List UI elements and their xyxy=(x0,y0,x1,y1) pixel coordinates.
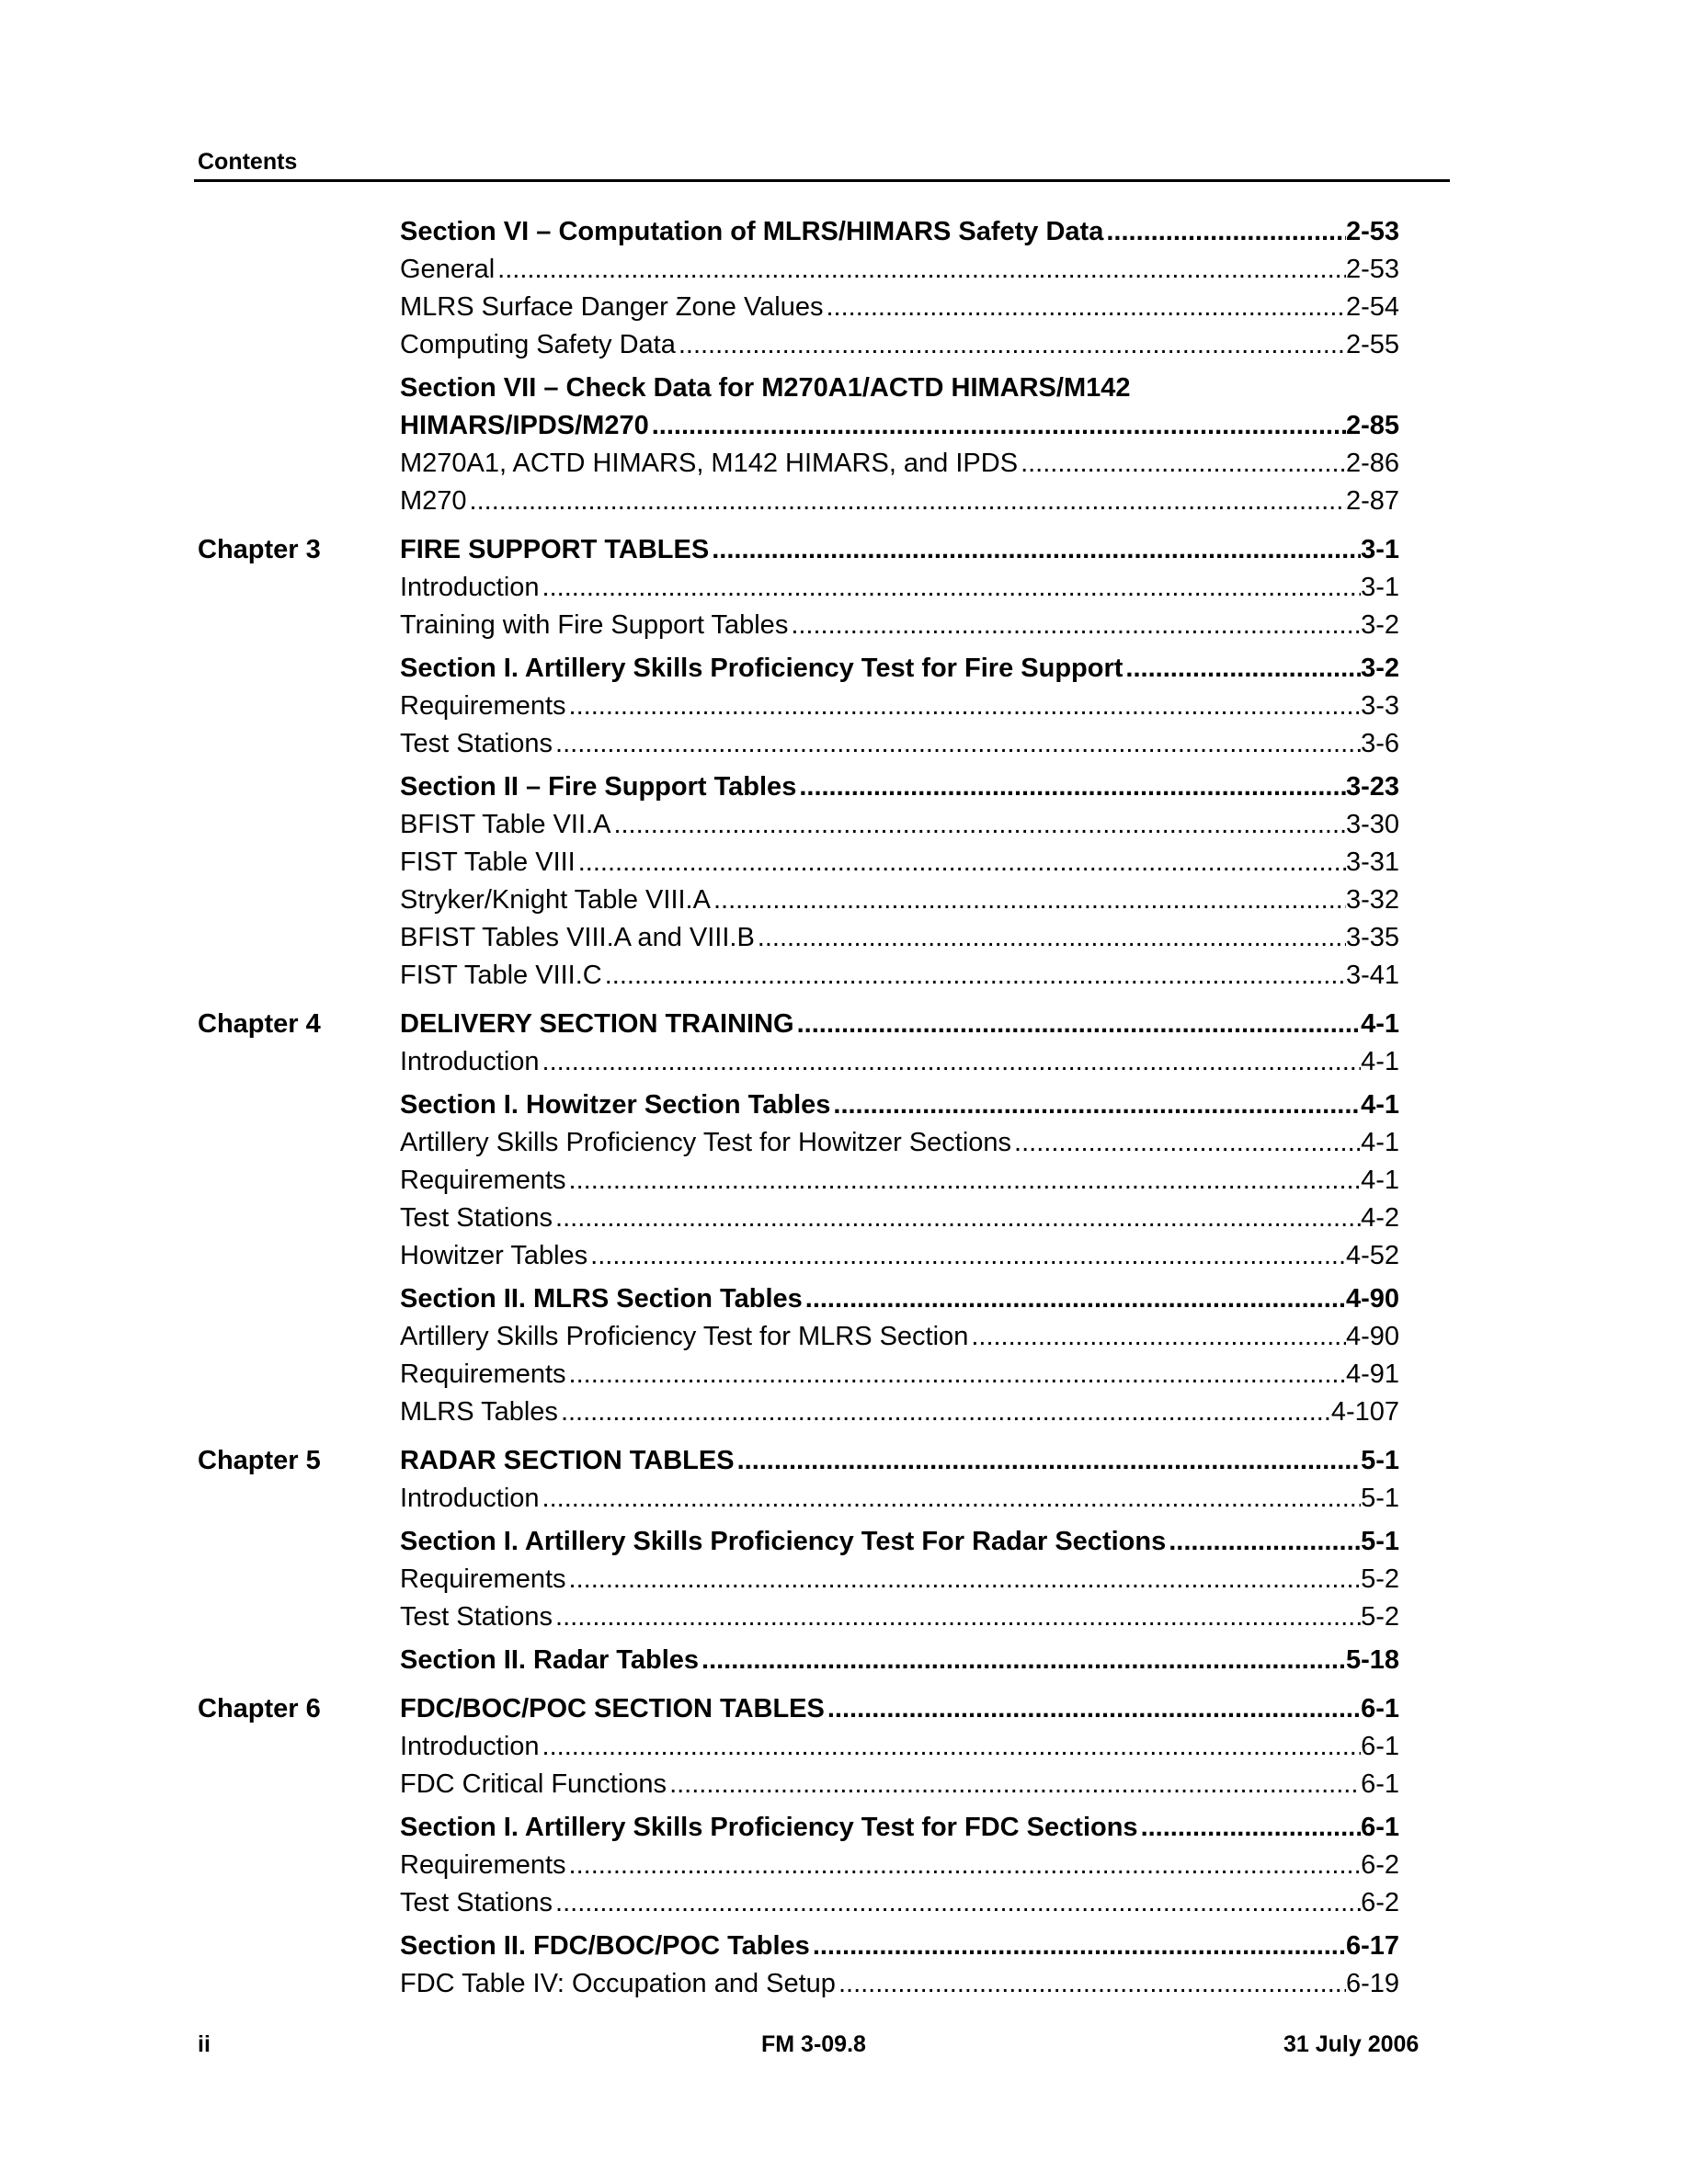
toc-entry-title: Test Stations xyxy=(400,1203,553,1233)
toc-dot-leader xyxy=(566,1162,1362,1200)
toc-entries xyxy=(400,213,1399,520)
toc-entry-title: FDC Table IV: Occupation and Setup xyxy=(400,1969,836,1998)
toc-entry[interactable] xyxy=(400,844,1399,882)
toc-entry-page: 3-1 xyxy=(1361,573,1399,602)
toc-dot-leader xyxy=(830,1086,1361,1124)
toc-entry[interactable] xyxy=(400,1847,1399,1884)
chapter-spacer xyxy=(198,1679,1399,1690)
toc-dot-leader xyxy=(711,882,1346,919)
toc-entry[interactable] xyxy=(400,1086,1399,1124)
toc-entry[interactable] xyxy=(400,1523,1399,1561)
toc-continuation xyxy=(198,213,1399,520)
toc-entry[interactable] xyxy=(400,213,1399,251)
table-of-contents xyxy=(198,213,1399,2003)
toc-entry-page: 2-86 xyxy=(1345,449,1399,478)
toc-entry[interactable] xyxy=(400,1728,1399,1766)
toc-dot-leader xyxy=(1018,445,1346,483)
toc-entry-page: 3-6 xyxy=(1361,729,1399,758)
toc-entry[interactable] xyxy=(400,1480,1399,1518)
toc-entry-page: 6-1 xyxy=(1361,1732,1399,1761)
toc-entry[interactable] xyxy=(400,1690,1399,1728)
toc-entry-page: 5-2 xyxy=(1361,1602,1399,1632)
toc-dot-leader xyxy=(540,569,1362,607)
toc-entry-title: Test Stations xyxy=(400,1888,553,1917)
toc-entry[interactable] xyxy=(400,882,1399,919)
toc-entry-page: 6-1 xyxy=(1361,1769,1399,1799)
toc-entry-page: 4-1 xyxy=(1361,1090,1399,1120)
chapter-label: Chapter 3 xyxy=(198,535,321,564)
toc-entry[interactable] xyxy=(400,370,1399,445)
toc-entry-page: 6-19 xyxy=(1345,1969,1399,1998)
toc-entry-title-line1: Section VII – Check Data for M270A1/ACTD HIMARS/M142 xyxy=(400,373,1131,403)
toc-dot-leader xyxy=(1138,1809,1362,1847)
toc-chapters xyxy=(198,520,1399,2003)
toc-entry[interactable] xyxy=(400,919,1399,957)
toc-dot-leader xyxy=(540,1480,1362,1518)
toc-entry-page: 2-54 xyxy=(1345,292,1399,322)
toc-entry[interactable] xyxy=(400,806,1399,844)
toc-dot-leader xyxy=(825,1690,1361,1728)
toc-entry-page: 4-90 xyxy=(1345,1284,1399,1314)
toc-entry-title: Artillery Skills Proficiency Test for MLRS Section xyxy=(400,1322,969,1351)
toc-entry[interactable] xyxy=(400,445,1399,483)
footer-page-number: ii xyxy=(198,2031,211,2057)
toc-chapter-group xyxy=(198,531,1399,995)
toc-entries xyxy=(400,1442,1399,1679)
toc-chapter-group xyxy=(198,1006,1399,1431)
toc-entry-page: 3-32 xyxy=(1345,885,1399,915)
toc-dot-leader xyxy=(1011,1124,1361,1162)
toc-dot-leader xyxy=(788,607,1361,644)
toc-entry-page: 2-55 xyxy=(1345,330,1399,359)
toc-entry-title: MLRS Surface Danger Zone Values xyxy=(400,292,824,322)
toc-chapter-group xyxy=(198,1442,1399,1679)
toc-entry-title: Section I. Artillery Skills Proficiency Test for Fire Support xyxy=(400,654,1123,683)
toc-entry[interactable] xyxy=(400,1043,1399,1081)
toc-entry-title: FIST Table VIII.C xyxy=(400,961,602,990)
toc-entry-page: 2-53 xyxy=(1345,255,1399,284)
toc-entry[interactable] xyxy=(400,1124,1399,1162)
toc-entry[interactable] xyxy=(400,1237,1399,1275)
toc-entry-title: Requirements xyxy=(400,1564,566,1594)
toc-entry-page: 4-1 xyxy=(1361,1009,1399,1039)
toc-dot-leader xyxy=(566,1561,1362,1598)
toc-entry-page: 4-1 xyxy=(1361,1166,1399,1195)
toc-dot-leader xyxy=(796,768,1346,806)
toc-entry-page: 3-41 xyxy=(1345,961,1399,990)
toc-entry-page: 4-2 xyxy=(1361,1203,1399,1233)
toc-dot-leader xyxy=(699,1642,1346,1679)
toc-entry-title-line2: HIMARS/IPDS/M270 xyxy=(400,411,649,440)
toc-entry[interactable] xyxy=(400,326,1399,364)
toc-dot-leader xyxy=(1166,1523,1361,1561)
toc-dot-leader xyxy=(676,326,1346,364)
toc-entry[interactable] xyxy=(400,607,1399,644)
toc-entry[interactable] xyxy=(400,289,1399,326)
toc-dot-leader xyxy=(602,957,1346,995)
toc-entry[interactable] xyxy=(400,1442,1399,1480)
toc-entry[interactable] xyxy=(400,531,1399,569)
toc-entry[interactable] xyxy=(400,1393,1399,1431)
toc-entry[interactable] xyxy=(400,483,1399,520)
toc-dot-leader xyxy=(540,1043,1362,1081)
toc-entry-page: 5-18 xyxy=(1345,1645,1399,1675)
toc-entry[interactable] xyxy=(400,688,1399,725)
toc-entry-page: 4-1 xyxy=(1361,1128,1399,1157)
toc-dot-leader xyxy=(553,1884,1361,1922)
toc-entry-title: Section II – Fire Support Tables xyxy=(400,772,797,802)
toc-entry-page: 3-35 xyxy=(1345,923,1399,952)
toc-entry-title: General xyxy=(400,255,496,284)
toc-entry[interactable] xyxy=(400,1965,1399,2003)
toc-entry-page: 3-31 xyxy=(1345,847,1399,877)
toc-entry-page: 5-1 xyxy=(1361,1484,1399,1513)
toc-entry[interactable] xyxy=(400,1280,1399,1318)
toc-entry-title: Section VI – Computation of MLRS/HIMARS Safety Data xyxy=(400,217,1104,246)
toc-dot-leader xyxy=(1103,213,1346,251)
toc-entry-title: Requirements xyxy=(400,691,566,721)
toc-dot-leader xyxy=(810,1928,1346,1965)
toc-entry-page: 6-1 xyxy=(1361,1813,1399,1842)
toc-dot-leader xyxy=(553,1598,1361,1636)
toc-entries xyxy=(400,1690,1399,2003)
chapter-label: Chapter 6 xyxy=(198,1694,321,1723)
toc-entry-page: 5-2 xyxy=(1361,1564,1399,1594)
toc-entry-page: 3-2 xyxy=(1361,654,1399,683)
toc-entry-page: 6-2 xyxy=(1361,1850,1399,1880)
toc-entry-title: Training with Fire Support Tables xyxy=(400,610,789,640)
toc-entry-line2 xyxy=(400,407,1399,445)
toc-entry-page: 6-1 xyxy=(1361,1694,1399,1723)
toc-entry[interactable] xyxy=(400,1318,1399,1356)
toc-dot-leader xyxy=(566,688,1362,725)
toc-entry-page: 3-30 xyxy=(1345,810,1399,839)
toc-entry-title: Introduction xyxy=(400,1732,540,1761)
toc-entry-page: 2-85 xyxy=(1345,411,1399,440)
toc-dot-leader xyxy=(823,289,1345,326)
toc-entry[interactable] xyxy=(400,1884,1399,1922)
toc-dot-leader xyxy=(566,1847,1362,1884)
toc-entry[interactable] xyxy=(400,1162,1399,1200)
toc-dot-leader xyxy=(803,1280,1346,1318)
toc-entry-title: FDC/BOC/POC SECTION TABLES xyxy=(400,1694,825,1723)
toc-dot-leader xyxy=(540,1728,1362,1766)
toc-entry-title: Computing Safety Data xyxy=(400,330,676,359)
toc-dot-leader xyxy=(553,725,1361,763)
toc-entry-title: Section II. Radar Tables xyxy=(400,1645,700,1675)
toc-entry[interactable] xyxy=(400,1561,1399,1598)
toc-entry-title: Requirements xyxy=(400,1850,566,1880)
toc-entry-title: Section I. Artillery Skills Proficiency Test for FDC Sections xyxy=(400,1813,1138,1842)
toc-entry-title: BFIST Table VII.A xyxy=(400,810,611,839)
toc-entry[interactable] xyxy=(400,1766,1399,1803)
toc-entry-page: 2-53 xyxy=(1345,217,1399,246)
footer-manual-id: FM 3-09.8 xyxy=(761,2031,866,2057)
toc-entry-page: 4-107 xyxy=(1330,1397,1399,1427)
chapter-label: Chapter 4 xyxy=(198,1009,321,1039)
toc-dot-leader xyxy=(1123,650,1361,688)
toc-entry-title: Stryker/Knight Table VIII.A xyxy=(400,885,711,915)
header-rule xyxy=(194,179,1450,182)
toc-entry-page: 6-2 xyxy=(1361,1888,1399,1917)
toc-entry-page: 6-17 xyxy=(1345,1931,1399,1961)
toc-entry-page: 4-1 xyxy=(1361,1047,1399,1076)
toc-entry-title: MLRS Tables xyxy=(400,1397,558,1427)
toc-entry[interactable] xyxy=(400,1642,1399,1679)
footer-date: 31 July 2006 xyxy=(1283,2031,1420,2057)
toc-entry-page: 5-1 xyxy=(1361,1527,1399,1556)
chapter-spacer xyxy=(198,995,1399,1006)
toc-entries xyxy=(400,1006,1399,1431)
toc-entry-page: 4-52 xyxy=(1345,1241,1399,1270)
chapter-label: Chapter 5 xyxy=(198,1446,321,1475)
toc-entry-page: 5-1 xyxy=(1361,1446,1399,1475)
toc-dot-leader xyxy=(467,483,1346,520)
toc-entry-title: Artillery Skills Proficiency Test for Howitzer Sections xyxy=(400,1128,1012,1157)
toc-entry[interactable] xyxy=(400,1006,1399,1043)
toc-entry-page: 3-3 xyxy=(1361,691,1399,721)
toc-entry[interactable] xyxy=(400,1928,1399,1965)
toc-entry-page: 3-1 xyxy=(1361,535,1399,564)
toc-entry-title: Section II. FDC/BOC/POC Tables xyxy=(400,1931,810,1961)
toc-dot-leader xyxy=(755,919,1346,957)
toc-entry[interactable] xyxy=(400,251,1399,289)
toc-entry-title: RADAR SECTION TABLES xyxy=(400,1446,735,1475)
toc-entry-title: Requirements xyxy=(400,1359,566,1389)
toc-dot-leader xyxy=(558,1393,1331,1431)
toc-dot-leader xyxy=(576,844,1346,882)
toc-entry-page: 3-23 xyxy=(1345,772,1399,802)
toc-entry-title: Test Stations xyxy=(400,1602,553,1632)
toc-dot-leader xyxy=(735,1442,1362,1480)
toc-entry-title: Introduction xyxy=(400,573,540,602)
toc-dot-leader xyxy=(794,1006,1361,1043)
toc-entry-title: Section I. Howitzer Section Tables xyxy=(400,1090,831,1120)
toc-entry-title: Howitzer Tables xyxy=(400,1241,588,1270)
toc-dot-leader xyxy=(587,1237,1346,1275)
toc-entry[interactable] xyxy=(400,1200,1399,1237)
toc-entry-title: BFIST Tables VIII.A and VIII.B xyxy=(400,923,755,952)
toc-dot-leader xyxy=(566,1356,1346,1393)
toc-entry-title: Introduction xyxy=(400,1484,540,1513)
toc-entry-title: M270A1, ACTD HIMARS, M142 HIMARS, and IPDS xyxy=(400,449,1019,478)
toc-dot-leader xyxy=(553,1200,1361,1237)
toc-entry[interactable] xyxy=(400,725,1399,763)
toc-entry-page: 4-91 xyxy=(1345,1359,1399,1389)
toc-entry-title: Test Stations xyxy=(400,729,553,758)
chapter-spacer xyxy=(198,520,1399,531)
toc-chapter-group xyxy=(198,1690,1399,2003)
toc-entry[interactable] xyxy=(400,1809,1399,1847)
page-header-title: Contents xyxy=(198,149,298,175)
toc-entries xyxy=(400,531,1399,995)
toc-entry-page: 3-2 xyxy=(1361,610,1399,640)
chapter-spacer xyxy=(198,1431,1399,1442)
toc-entry[interactable] xyxy=(400,768,1399,806)
toc-entry-title: Section II. MLRS Section Tables xyxy=(400,1284,803,1314)
toc-dot-leader xyxy=(836,1965,1346,2003)
toc-entry[interactable] xyxy=(400,957,1399,995)
toc-entry-title: FDC Critical Functions xyxy=(400,1769,667,1799)
toc-entry-title: Introduction xyxy=(400,1047,540,1076)
toc-entry-title: M270 xyxy=(400,486,467,516)
toc-dot-leader xyxy=(968,1318,1346,1356)
toc-dot-leader xyxy=(610,806,1346,844)
toc-entry-title: Section I. Artillery Skills Proficiency Test For Radar Sections xyxy=(400,1527,1167,1556)
toc-entry-title: FIRE SUPPORT TABLES xyxy=(400,535,710,564)
toc-entry[interactable] xyxy=(400,1598,1399,1636)
toc-dot-leader xyxy=(667,1766,1361,1803)
toc-entry-title: FIST Table VIII xyxy=(400,847,576,877)
toc-entry-page: 4-90 xyxy=(1345,1322,1399,1351)
toc-entry-title: DELIVERY SECTION TRAINING xyxy=(400,1009,794,1039)
toc-dot-leader xyxy=(495,251,1346,289)
toc-entry-title: Requirements xyxy=(400,1166,566,1195)
toc-entry[interactable] xyxy=(400,650,1399,688)
toc-entry[interactable] xyxy=(400,569,1399,607)
toc-dot-leader xyxy=(649,407,1346,445)
toc-entry[interactable] xyxy=(400,1356,1399,1393)
toc-dot-leader xyxy=(709,531,1361,569)
toc-entry-page: 2-87 xyxy=(1345,486,1399,516)
